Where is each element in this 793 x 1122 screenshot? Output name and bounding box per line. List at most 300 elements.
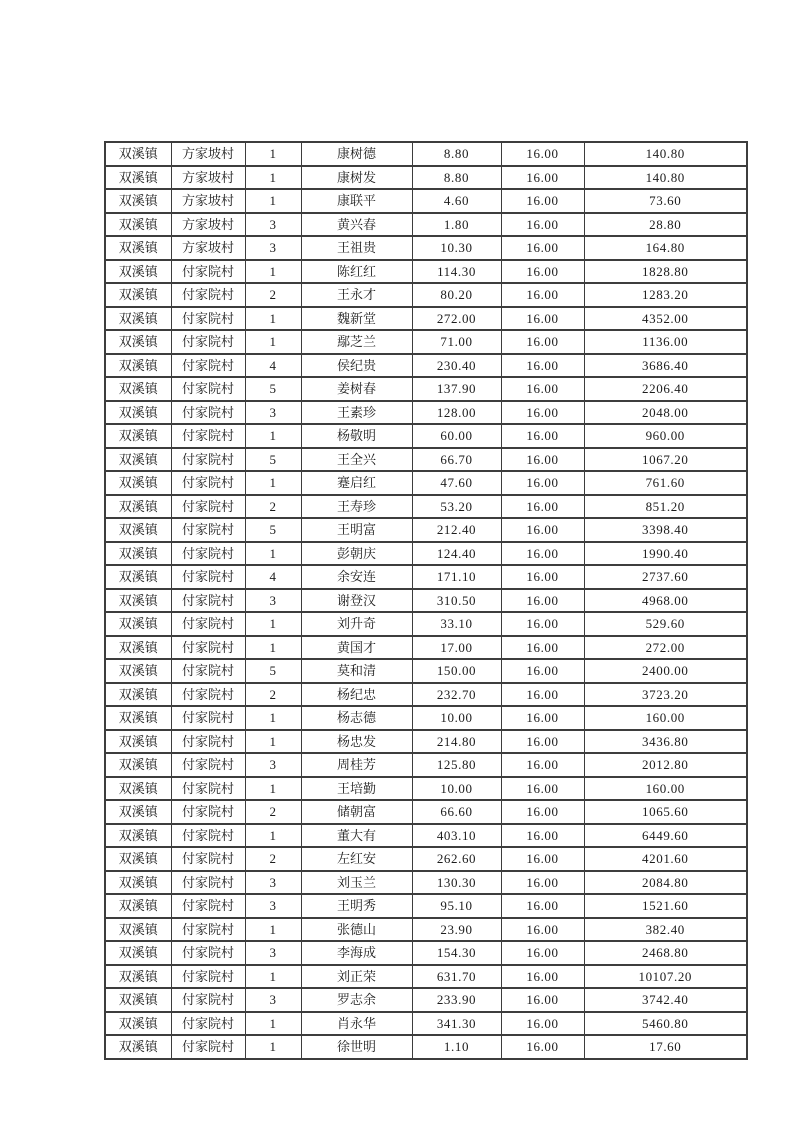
amount-cell: 2048.00 [584,401,747,425]
area-cell: 341.30 [412,1012,501,1036]
table-row [105,753,747,777]
unit-price-cell: 16.00 [501,1035,584,1059]
table-row [105,495,747,519]
name-cell: 董大有 [301,824,412,848]
count-cell: 5 [245,377,301,401]
name-cell: 蹇启红 [301,471,412,495]
amount-cell: 17.60 [584,1035,747,1059]
count-cell: 1 [245,965,301,989]
area-cell: 230.40 [412,354,501,378]
name-cell: 鄢芝兰 [301,330,412,354]
village-cell: 付家院村 [171,965,245,989]
table-row [105,894,747,918]
name-cell: 康树发 [301,166,412,190]
village-cell: 方家坡村 [171,213,245,237]
amount-cell: 3436.80 [584,730,747,754]
amount-cell: 3686.40 [584,354,747,378]
unit-price-cell: 16.00 [501,377,584,401]
count-cell: 3 [245,213,301,237]
village-cell: 付家院村 [171,777,245,801]
amount-cell: 6449.60 [584,824,747,848]
unit-price-cell: 16.00 [501,542,584,566]
name-cell: 张德山 [301,918,412,942]
amount-cell: 2012.80 [584,753,747,777]
village-cell: 付家院村 [171,307,245,331]
name-cell: 侯纪贵 [301,354,412,378]
village-cell: 付家院村 [171,542,245,566]
town-cell: 双溪镇 [105,1035,171,1059]
amount-cell: 4201.60 [584,847,747,871]
table-row [105,189,747,213]
name-cell: 康联平 [301,189,412,213]
area-cell: 137.90 [412,377,501,401]
village-cell: 付家院村 [171,424,245,448]
count-cell: 1 [245,542,301,566]
area-cell: 233.90 [412,988,501,1012]
count-cell: 1 [245,424,301,448]
area-cell: 1.10 [412,1035,501,1059]
village-cell: 付家院村 [171,824,245,848]
unit-price-cell: 16.00 [501,659,584,683]
name-cell: 姜树春 [301,377,412,401]
town-cell: 双溪镇 [105,307,171,331]
amount-cell: 10107.20 [584,965,747,989]
count-cell: 1 [245,918,301,942]
count-cell: 5 [245,518,301,542]
amount-cell: 3398.40 [584,518,747,542]
table-row [105,636,747,660]
village-cell: 付家院村 [171,283,245,307]
table-row [105,542,747,566]
area-cell: 95.10 [412,894,501,918]
amount-cell: 3723.20 [584,683,747,707]
village-cell: 付家院村 [171,706,245,730]
amount-cell: 140.80 [584,142,747,166]
name-cell: 王培勤 [301,777,412,801]
table-row [105,377,747,401]
town-cell: 双溪镇 [105,142,171,166]
count-cell: 4 [245,565,301,589]
town-cell: 双溪镇 [105,1012,171,1036]
village-cell: 付家院村 [171,448,245,472]
amount-cell: 4968.00 [584,589,747,613]
area-cell: 214.80 [412,730,501,754]
town-cell: 双溪镇 [105,330,171,354]
town-cell: 双溪镇 [105,847,171,871]
amount-cell: 2468.80 [584,941,747,965]
table-row [105,683,747,707]
table-row [105,260,747,284]
amount-cell: 164.80 [584,236,747,260]
unit-price-cell: 16.00 [501,471,584,495]
name-cell: 余安连 [301,565,412,589]
town-cell: 双溪镇 [105,777,171,801]
village-cell: 方家坡村 [171,142,245,166]
area-cell: 272.00 [412,307,501,331]
name-cell: 杨志德 [301,706,412,730]
area-cell: 154.30 [412,941,501,965]
unit-price-cell: 16.00 [501,871,584,895]
area-cell: 124.40 [412,542,501,566]
town-cell: 双溪镇 [105,612,171,636]
count-cell: 1 [245,777,301,801]
village-cell: 方家坡村 [171,189,245,213]
count-cell: 1 [245,189,301,213]
table-row [105,824,747,848]
unit-price-cell: 16.00 [501,988,584,1012]
table-row [105,871,747,895]
count-cell: 1 [245,471,301,495]
table-row [105,847,747,871]
name-cell: 刘玉兰 [301,871,412,895]
unit-price-cell: 16.00 [501,213,584,237]
town-cell: 双溪镇 [105,448,171,472]
count-cell: 5 [245,448,301,472]
table-row [105,659,747,683]
town-cell: 双溪镇 [105,730,171,754]
area-cell: 53.20 [412,495,501,519]
town-cell: 双溪镇 [105,518,171,542]
village-cell: 付家院村 [171,471,245,495]
amount-cell: 2084.80 [584,871,747,895]
count-cell: 2 [245,683,301,707]
town-cell: 双溪镇 [105,965,171,989]
unit-price-cell: 16.00 [501,142,584,166]
name-cell: 李海成 [301,941,412,965]
payment-table [104,141,748,1060]
unit-price-cell: 16.00 [501,965,584,989]
area-cell: 71.00 [412,330,501,354]
unit-price-cell: 16.00 [501,894,584,918]
area-cell: 8.80 [412,166,501,190]
name-cell: 杨忠发 [301,730,412,754]
area-cell: 33.10 [412,612,501,636]
unit-price-cell: 16.00 [501,683,584,707]
town-cell: 双溪镇 [105,471,171,495]
name-cell: 黄兴春 [301,213,412,237]
village-cell: 付家院村 [171,589,245,613]
count-cell: 1 [245,260,301,284]
count-cell: 3 [245,871,301,895]
unit-price-cell: 16.00 [501,401,584,425]
amount-cell: 5460.80 [584,1012,747,1036]
village-cell: 付家院村 [171,988,245,1012]
unit-price-cell: 16.00 [501,307,584,331]
area-cell: 10.30 [412,236,501,260]
name-cell: 王明富 [301,518,412,542]
table-row [105,236,747,260]
village-cell: 方家坡村 [171,166,245,190]
amount-cell: 1283.20 [584,283,747,307]
unit-price-cell: 16.00 [501,941,584,965]
name-cell: 彭朝庆 [301,542,412,566]
area-cell: 47.60 [412,471,501,495]
town-cell: 双溪镇 [105,894,171,918]
unit-price-cell: 16.00 [501,448,584,472]
town-cell: 双溪镇 [105,589,171,613]
village-cell: 付家院村 [171,565,245,589]
table-row [105,354,747,378]
amount-cell: 851.20 [584,495,747,519]
table-row [105,941,747,965]
count-cell: 3 [245,988,301,1012]
table-row [105,777,747,801]
amount-cell: 529.60 [584,612,747,636]
town-cell: 双溪镇 [105,706,171,730]
unit-price-cell: 16.00 [501,777,584,801]
count-cell: 1 [245,1035,301,1059]
village-cell: 付家院村 [171,495,245,519]
amount-cell: 272.00 [584,636,747,660]
unit-price-cell: 16.00 [501,753,584,777]
town-cell: 双溪镇 [105,542,171,566]
name-cell: 王寿珍 [301,495,412,519]
name-cell: 王全兴 [301,448,412,472]
area-cell: 150.00 [412,659,501,683]
town-cell: 双溪镇 [105,683,171,707]
village-cell: 付家院村 [171,636,245,660]
town-cell: 双溪镇 [105,354,171,378]
table-row [105,166,747,190]
count-cell: 3 [245,589,301,613]
unit-price-cell: 16.00 [501,800,584,824]
area-cell: 23.90 [412,918,501,942]
town-cell: 双溪镇 [105,824,171,848]
name-cell: 杨纪忠 [301,683,412,707]
area-cell: 403.10 [412,824,501,848]
area-cell: 212.40 [412,518,501,542]
count-cell: 3 [245,941,301,965]
name-cell: 陈红红 [301,260,412,284]
unit-price-cell: 16.00 [501,283,584,307]
amount-cell: 1136.00 [584,330,747,354]
count-cell: 1 [245,330,301,354]
amount-cell: 1065.60 [584,800,747,824]
area-cell: 4.60 [412,189,501,213]
table-row [105,800,747,824]
amount-cell: 4352.00 [584,307,747,331]
unit-price-cell: 16.00 [501,260,584,284]
area-cell: 232.70 [412,683,501,707]
area-cell: 80.20 [412,283,501,307]
amount-cell: 1521.60 [584,894,747,918]
name-cell: 黄国才 [301,636,412,660]
table-row [105,1012,747,1036]
table-row [105,565,747,589]
unit-price-cell: 16.00 [501,824,584,848]
town-cell: 双溪镇 [105,213,171,237]
unit-price-cell: 16.00 [501,918,584,942]
name-cell: 周桂芳 [301,753,412,777]
count-cell: 3 [245,401,301,425]
amount-cell: 28.80 [584,213,747,237]
amount-cell: 382.40 [584,918,747,942]
town-cell: 双溪镇 [105,659,171,683]
area-cell: 1.80 [412,213,501,237]
table-row [105,589,747,613]
unit-price-cell: 16.00 [501,354,584,378]
name-cell: 王祖贵 [301,236,412,260]
village-cell: 付家院村 [171,260,245,284]
village-cell: 付家院村 [171,800,245,824]
table-row [105,918,747,942]
name-cell: 魏新堂 [301,307,412,331]
amount-cell: 761.60 [584,471,747,495]
amount-cell: 2737.60 [584,565,747,589]
count-cell: 3 [245,236,301,260]
amount-cell: 1828.80 [584,260,747,284]
unit-price-cell: 16.00 [501,636,584,660]
area-cell: 10.00 [412,706,501,730]
table-body [105,142,747,1059]
village-cell: 付家院村 [171,518,245,542]
count-cell: 2 [245,283,301,307]
town-cell: 双溪镇 [105,941,171,965]
unit-price-cell: 16.00 [501,518,584,542]
unit-price-cell: 16.00 [501,730,584,754]
table-row [105,424,747,448]
village-cell: 付家院村 [171,871,245,895]
amount-cell: 1990.40 [584,542,747,566]
count-cell: 3 [245,894,301,918]
table-row [105,213,747,237]
area-cell: 60.00 [412,424,501,448]
amount-cell: 960.00 [584,424,747,448]
count-cell: 1 [245,612,301,636]
town-cell: 双溪镇 [105,189,171,213]
village-cell: 付家院村 [171,847,245,871]
town-cell: 双溪镇 [105,401,171,425]
count-cell: 2 [245,495,301,519]
name-cell: 刘正荣 [301,965,412,989]
name-cell: 王素珍 [301,401,412,425]
area-cell: 262.60 [412,847,501,871]
unit-price-cell: 16.00 [501,706,584,730]
town-cell: 双溪镇 [105,424,171,448]
count-cell: 1 [245,824,301,848]
area-cell: 171.10 [412,565,501,589]
count-cell: 1 [245,1012,301,1036]
unit-price-cell: 16.00 [501,589,584,613]
table-row [105,471,747,495]
village-cell: 付家院村 [171,1012,245,1036]
village-cell: 付家院村 [171,354,245,378]
amount-cell: 1067.20 [584,448,747,472]
village-cell: 付家院村 [171,753,245,777]
table-row [105,142,747,166]
name-cell: 罗志余 [301,988,412,1012]
village-cell: 付家院村 [171,730,245,754]
area-cell: 125.80 [412,753,501,777]
amount-cell: 160.00 [584,706,747,730]
unit-price-cell: 16.00 [501,847,584,871]
area-cell: 114.30 [412,260,501,284]
name-cell: 徐世明 [301,1035,412,1059]
village-cell: 方家坡村 [171,236,245,260]
count-cell: 1 [245,142,301,166]
table-row [105,612,747,636]
village-cell: 付家院村 [171,941,245,965]
count-cell: 1 [245,730,301,754]
count-cell: 1 [245,166,301,190]
table-row [105,730,747,754]
village-cell: 付家院村 [171,401,245,425]
unit-price-cell: 16.00 [501,166,584,190]
village-cell: 付家院村 [171,683,245,707]
count-cell: 1 [245,636,301,660]
area-cell: 10.00 [412,777,501,801]
area-cell: 17.00 [412,636,501,660]
unit-price-cell: 16.00 [501,236,584,260]
name-cell: 谢登汉 [301,589,412,613]
town-cell: 双溪镇 [105,988,171,1012]
town-cell: 双溪镇 [105,260,171,284]
count-cell: 3 [245,753,301,777]
area-cell: 128.00 [412,401,501,425]
table-row [105,988,747,1012]
amount-cell: 73.60 [584,189,747,213]
area-cell: 631.70 [412,965,501,989]
table-row [105,307,747,331]
amount-cell: 2206.40 [584,377,747,401]
count-cell: 1 [245,706,301,730]
amount-cell: 160.00 [584,777,747,801]
village-cell: 付家院村 [171,659,245,683]
table-row [105,283,747,307]
count-cell: 1 [245,307,301,331]
name-cell: 王永才 [301,283,412,307]
name-cell: 左红安 [301,847,412,871]
area-cell: 8.80 [412,142,501,166]
name-cell: 杨敬明 [301,424,412,448]
amount-cell: 3742.40 [584,988,747,1012]
table-row [105,330,747,354]
town-cell: 双溪镇 [105,753,171,777]
unit-price-cell: 16.00 [501,189,584,213]
area-cell: 130.30 [412,871,501,895]
village-cell: 付家院村 [171,1035,245,1059]
table-row [105,1035,747,1059]
name-cell: 王明秀 [301,894,412,918]
table-row [105,706,747,730]
amount-cell: 140.80 [584,166,747,190]
town-cell: 双溪镇 [105,636,171,660]
name-cell: 肖永华 [301,1012,412,1036]
village-cell: 付家院村 [171,377,245,401]
name-cell: 储朝富 [301,800,412,824]
area-cell: 66.70 [412,448,501,472]
town-cell: 双溪镇 [105,871,171,895]
village-cell: 付家院村 [171,894,245,918]
area-cell: 310.50 [412,589,501,613]
unit-price-cell: 16.00 [501,1012,584,1036]
count-cell: 2 [245,847,301,871]
village-cell: 付家院村 [171,330,245,354]
town-cell: 双溪镇 [105,377,171,401]
town-cell: 双溪镇 [105,236,171,260]
town-cell: 双溪镇 [105,565,171,589]
unit-price-cell: 16.00 [501,424,584,448]
town-cell: 双溪镇 [105,283,171,307]
town-cell: 双溪镇 [105,918,171,942]
name-cell: 刘升奇 [301,612,412,636]
unit-price-cell: 16.00 [501,495,584,519]
count-cell: 2 [245,800,301,824]
unit-price-cell: 16.00 [501,565,584,589]
table-row [105,448,747,472]
amount-cell: 2400.00 [584,659,747,683]
village-cell: 付家院村 [171,612,245,636]
